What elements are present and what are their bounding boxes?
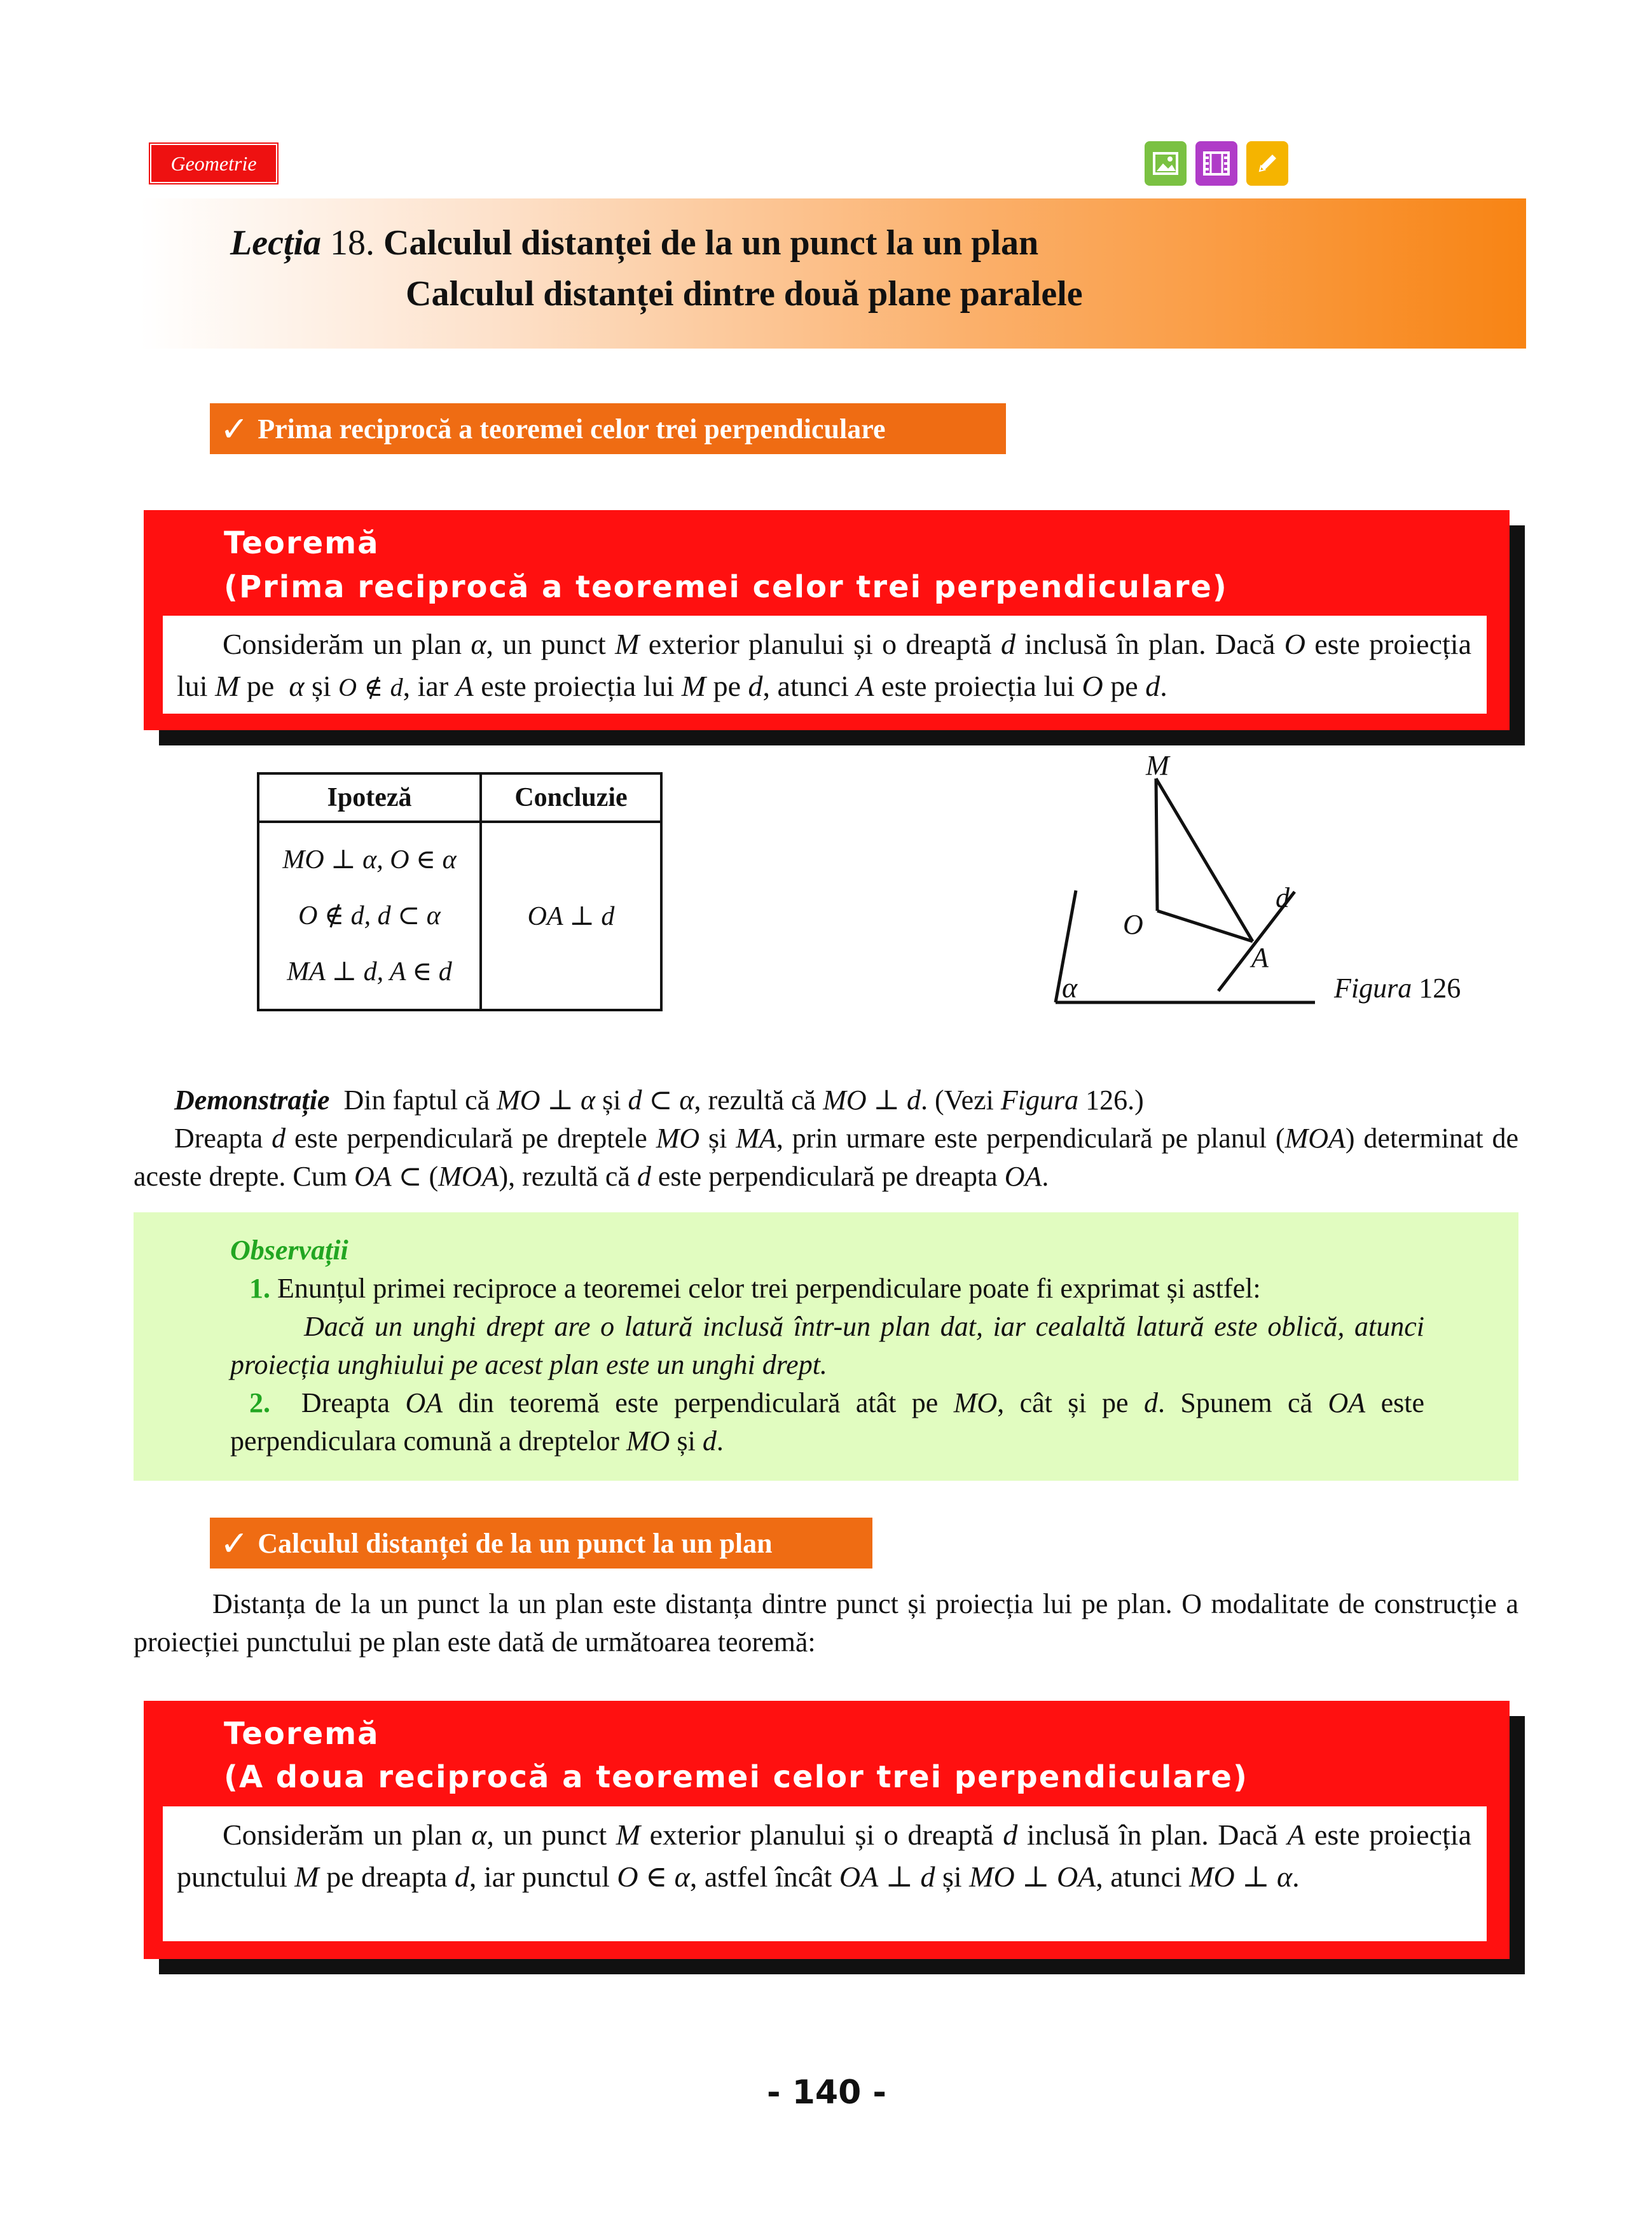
observations-content: Observații 1. Enunțul primei reciproce a teoremei celor trei perpendiculare poate fi exprimat și astfel: Dacă un unghi drept are o latură inclusă într-un plan dat, iar cealaltă latură este oblică, atunci proiecția unghiului pe acest plan este un unghi drept. 2. Dreapta OA din teoremă este perpendiculară atât pe MO, cât și pe d. Spunem că OA este perpendiculara comună a dreptelor MO și d.: [230, 1231, 1424, 1460]
theorem1-body: Considerăm un plan α, un punct M exterior planului și o dreaptă d inclusă în plan. Dacă O este proiecția lui M pe α și O ∉ d, iar A este proiecția lui M pe d, atunci A este proiecția lui O pe d.: [163, 616, 1487, 714]
distance-definition-text: Distanța de la un punct la un plan este distanța dintre punct și proiecția lui pe plan. O modalitate de construcție a proiecției punctului pe plan este dată de următoarea teoremă:: [134, 1588, 1518, 1658]
section-header-2: [210, 1518, 872, 1569]
page-number: - 140 -: [767, 2074, 886, 2112]
section-header-label: Prima reciprocă a teoremei celor trei perpendiculare: [258, 413, 886, 445]
demonstration-label: Demonstrație: [174, 1084, 330, 1116]
theorem1-heading: Teoremă: [224, 525, 380, 561]
theorem2-body: Considerăm un plan α, un punct M exterior planului și o dreaptă d inclusă în plan. Dacă A este proiecția punctului M pe dreapta d, iar punctul O ∈ α, astfel încât OA ⊥ d și MO ⊥ OA, atunci MO ⊥ α.: [163, 1806, 1487, 1941]
caption-word: Figura: [1334, 973, 1412, 1004]
observation-number-1: 1.: [249, 1273, 270, 1304]
table-header-ipoteza: Ipoteză: [258, 773, 481, 822]
hypothesis-3: MA ⊥ d, A ∈ d: [287, 957, 452, 987]
figure-label-M: M: [1146, 750, 1169, 781]
theorem2-subheading: (A doua reciprocă a teoremei celor trei perpendiculare): [224, 1759, 1248, 1795]
lesson-title-line1: [230, 223, 1038, 263]
lesson-title-line2: Calculul distanței dintre două plane paralele: [406, 274, 1083, 314]
check-icon: ✓: [220, 1524, 249, 1563]
pencil-icon[interactable]: [1246, 141, 1288, 186]
hypothesis-1: MO ⊥ α, O ∈ α: [282, 845, 457, 875]
figure-label-O: O: [1123, 909, 1143, 940]
table-conclusion-cell: OA ⊥ d: [481, 822, 661, 1010]
image-icon[interactable]: [1145, 141, 1187, 186]
table-header-concluzie: Concluzie: [481, 773, 661, 822]
hypothesis-table: [257, 772, 663, 1011]
hypothesis-2: O ∉ d, d ⊂ α: [298, 901, 441, 931]
lesson-number: 18.: [330, 223, 375, 263]
video-icon[interactable]: [1195, 141, 1237, 186]
figure-label-d: d: [1276, 882, 1290, 913]
section-header-label: Calculul distanței de la un punct la un plan: [258, 1527, 773, 1559]
section-header-1: [210, 403, 1006, 454]
observation-number-2: 2.: [249, 1387, 270, 1418]
caption-number: 126: [1419, 973, 1461, 1004]
segment-MO: [1156, 779, 1157, 911]
subject-tag: Geometrie: [150, 144, 277, 183]
check-icon: ✓: [220, 410, 249, 448]
observations-title: Observații: [230, 1235, 348, 1266]
figure-caption: [1334, 972, 1461, 1004]
table-hypothesis-cell: [258, 822, 481, 1010]
segment-MA: [1156, 779, 1253, 941]
theorem2-heading: Teoremă: [224, 1716, 380, 1752]
theorem1-subheading: (Prima reciprocă a teoremei celor trei perpendiculare): [224, 569, 1228, 605]
demonstration-text: Demonstrație Din faptul că MO ⊥ α și d ⊂ α, rezultă că MO ⊥ d. (Vezi Figura 126.) Dreapta d este perpendiculară pe dreptele MO și MA, prin urmare este perpendiculară pe planul (MOA) determinat de aceste drepte. Cum OA ⊂ (MOA), rezultă că d este perpendiculară pe dreapta OA.: [134, 1084, 1518, 1192]
lesson-title-text1: Calculul distanței de la un punct la un plan: [383, 223, 1039, 263]
lesson-word: Lecția: [230, 223, 322, 263]
figure-label-A: A: [1251, 942, 1269, 973]
figure-label-alpha: α: [1062, 971, 1078, 1004]
